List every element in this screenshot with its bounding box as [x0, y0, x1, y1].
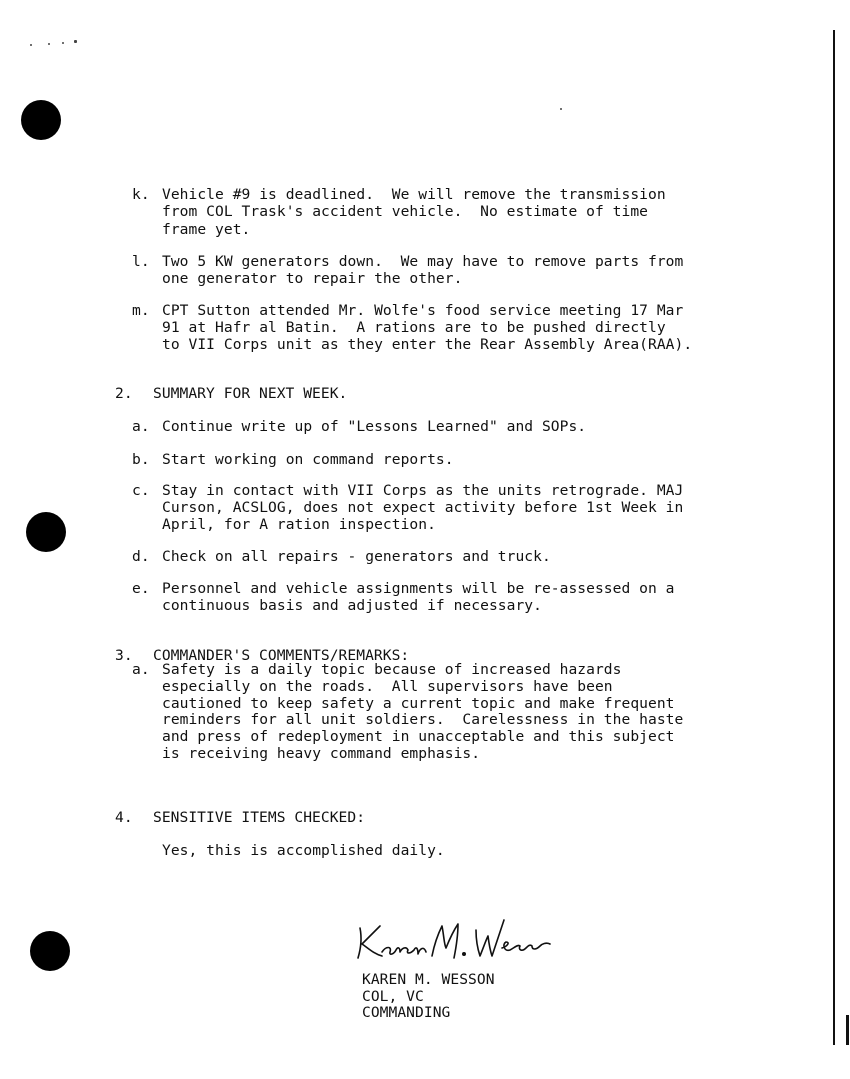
item-l-line-2: one generator to repair the other.	[162, 270, 463, 287]
punch-hole-top	[21, 100, 61, 140]
scan-speck	[74, 40, 77, 43]
punch-hole-bottom	[30, 931, 70, 971]
item-k-line-2: from COL Trask's accident vehicle. No estimate of time	[162, 203, 648, 220]
scan-edge-mark	[846, 1015, 849, 1045]
signer-name: KAREN M. WESSON	[362, 971, 495, 988]
item-letter: l.	[132, 253, 150, 270]
section3-item-a-line-2: especially on the roads. All supervisors have been	[162, 678, 613, 695]
scan-speck	[48, 43, 50, 45]
section2-item-c-line-2: Curson, ACSLOG, does not expect activity before 1st Week in	[162, 499, 684, 516]
scan-speck	[560, 108, 562, 110]
section-heading: SUMMARY FOR NEXT WEEK.	[153, 385, 348, 402]
section2-item-c-line-3: April, for A ration inspection.	[162, 516, 436, 533]
handwritten-signature	[352, 908, 552, 968]
item-letter: b.	[132, 451, 150, 468]
item-letter: a.	[132, 661, 150, 678]
section-number: 4.	[115, 809, 133, 826]
section-heading: SENSITIVE ITEMS CHECKED:	[153, 809, 366, 826]
item-letter: e.	[132, 580, 150, 597]
item-letter: c.	[132, 482, 150, 499]
scan-speck	[62, 42, 64, 44]
scan-speck	[30, 44, 32, 46]
section-number: 2.	[115, 385, 133, 402]
item-letter: m.	[132, 302, 150, 319]
item-letter: k.	[132, 186, 150, 203]
section3-item-a-line-3: cautioned to keep safety a current topic and make frequent	[162, 695, 675, 712]
item-k-line-3: frame yet.	[162, 221, 251, 238]
item-m-line-2: 91 at Hafr al Batin. A rations are to be pushed directly	[162, 319, 666, 336]
item-k-line-1: Vehicle #9 is deadlined. We will remove the transmission	[162, 186, 666, 203]
section-number: 3.	[115, 647, 133, 664]
section3-item-a-line-6: is receiving heavy command emphasis.	[162, 745, 481, 762]
section2-item-b: Start working on command reports.	[162, 451, 454, 468]
item-l-line-1: Two 5 KW generators down. We may have to remove parts from	[162, 253, 684, 270]
section3-item-a-line-4: reminders for all unit soldiers. Carelessness in the haste	[162, 711, 684, 728]
section3-item-a-line-1: Safety is a daily topic because of increased hazards	[162, 661, 622, 678]
section-heading: COMMANDER'S COMMENTS/REMARKS:	[153, 647, 410, 664]
signer-rank: COL, VC	[362, 988, 424, 1005]
item-letter: d.	[132, 548, 150, 565]
item-m-line-1: CPT Sutton attended Mr. Wolfe's food service meeting 17 Mar	[162, 302, 684, 319]
section3-item-a-line-5: and press of redeployment in unacceptable and this subject	[162, 728, 675, 745]
section4-body: Yes, this is accomplished daily.	[162, 842, 445, 859]
section2-item-d: Check on all repairs - generators and truck.	[162, 548, 551, 565]
section2-item-a: Continue write up of "Lessons Learned" and SOPs.	[162, 418, 587, 435]
item-letter: a.	[132, 418, 150, 435]
section2-item-e-line-1: Personnel and vehicle assignments will be re-assessed on a	[162, 580, 675, 597]
section2-item-c-line-1: Stay in contact with VII Corps as the units retrograde. MAJ	[162, 482, 684, 499]
punch-hole-middle	[26, 512, 66, 552]
item-m-line-3: to VII Corps unit as they enter the Rear Assembly Area(RAA).	[162, 336, 693, 353]
section2-item-e-line-2: continuous basis and adjusted if necessary.	[162, 597, 542, 614]
signer-title: COMMANDING	[362, 1004, 451, 1021]
scan-edge-line	[833, 30, 835, 1045]
